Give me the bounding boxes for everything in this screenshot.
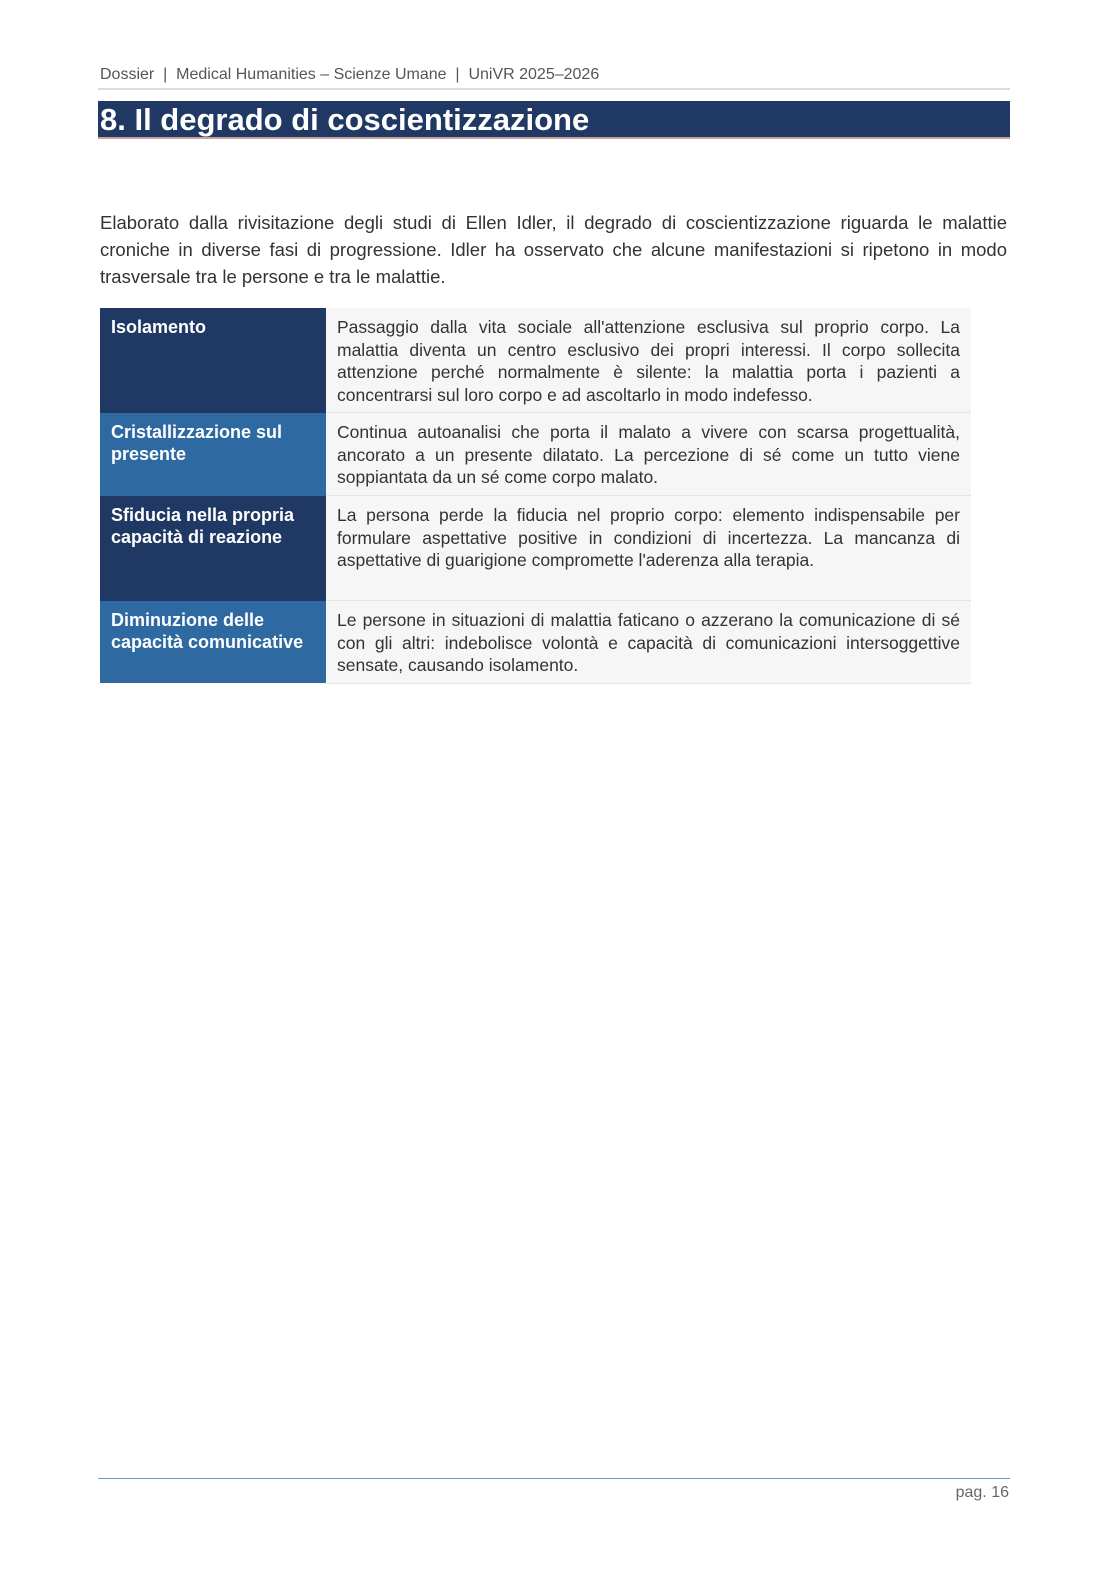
table-row (100, 308, 971, 413)
header-divider (98, 88, 1010, 90)
page-number: pag. 16 (955, 1484, 1009, 1501)
row-description: Le persone in situazioni di malattia faticano o azzerano la comunicazione di sé con gli altri: indebolisce volontà e capacità di comunicazioni intersoggettive sensate, causando isolamento. (326, 601, 971, 684)
section-title: 8. Il degrado di coscientizzazione (98, 101, 1010, 139)
row-term: Diminuzione delle capacità comunicative (100, 601, 326, 684)
row-description: La persona perde la fiducia nel proprio corpo: elemento indispensabile per formulare aspettative positive in condizioni di incertezza. La mancanza di aspettative di guarigione compromette l'aderenza alla terapia. (326, 496, 971, 601)
row-term: Cristallizzazione sul presente (100, 413, 326, 496)
row-term: Isolamento (100, 308, 326, 413)
intro-paragraph: Elaborato dalla rivisitazione degli studi di Ellen Idler, il degrado di coscientizzazione riguarda le malattie croniche in diverse fasi di progressione. Idler ha osservato che alcune manifestazioni si ripetono in modo trasversale tra le persone e tra le malattie. (100, 211, 1007, 287)
table-row (100, 413, 971, 496)
row-term: Sfiducia nella propria capacità di reazione (100, 496, 326, 601)
table-row (100, 496, 971, 601)
row-description: Passaggio dalla vita sociale all'attenzione esclusiva sul proprio corpo. La malattia diventa un centro esclusivo dei propri interessi. Il corpo sollecita attenzione perché normalmente è silente: la malattia porta i pazienti a concentrarsi sul loro corpo e ad ascoltarlo in modo indefesso. (326, 308, 971, 413)
row-description: Continua autoanalisi che porta il malato a vivere con scarsa progettualità, ancorato a un presente dilatato. La percezione di sé come un tutto viene soppiantata da un sé come corpo malato. (326, 413, 971, 496)
manifestations-table (100, 308, 971, 684)
footer-divider (98, 1478, 1010, 1479)
running-header: Dossier | Medical Humanities – Scienze Umane | UniVR 2025–2026 (100, 66, 600, 83)
table-row (100, 601, 971, 684)
